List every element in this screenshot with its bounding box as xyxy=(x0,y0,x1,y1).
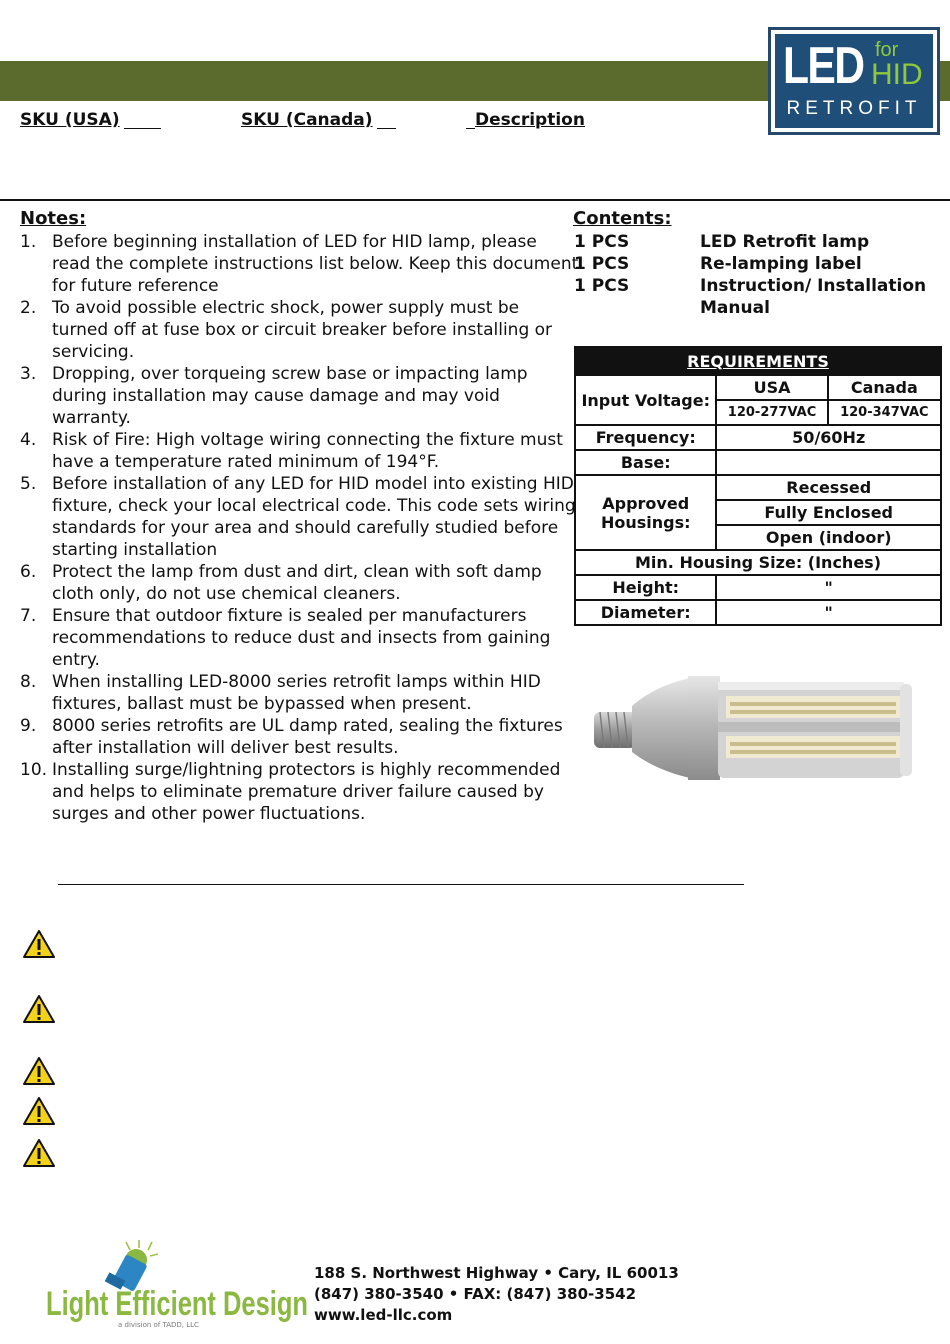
sku-canada-heading: SKU (Canada) xyxy=(241,110,373,130)
input-voltage-label: Input Voltage: xyxy=(575,375,716,425)
note-item xyxy=(20,561,580,605)
contents-row xyxy=(574,275,934,319)
note-item xyxy=(20,297,580,363)
note-number: 8. xyxy=(20,672,37,692)
sku-canada-underline xyxy=(377,128,396,129)
led-corn-lamp-image xyxy=(580,660,930,790)
note-item xyxy=(20,759,580,825)
contents-qty: 1 PCS xyxy=(574,254,630,274)
note-text: Before installation of any LED for HID model into existing HID fixture, check your local electrical code. This code sets wiring standards for your area and should carefully studied before starting installation xyxy=(52,474,576,560)
housing-option: Open (indoor) xyxy=(716,525,941,550)
contents-list xyxy=(574,231,934,319)
sku-usa-heading: SKU (USA) xyxy=(20,110,120,130)
note-text: To avoid possible electric shock, power supply must be turned off at fuse box or circuit breaker before installing or servicing. xyxy=(52,298,553,362)
approved-housings-label: Approved Housings: xyxy=(575,475,716,550)
note-item xyxy=(20,231,580,297)
warning-triangle-icon xyxy=(23,1096,55,1126)
contents-item: LED Retrofit lamp xyxy=(700,232,870,252)
notes-list xyxy=(20,231,580,825)
contents-title: Contents: xyxy=(573,208,672,229)
height-value: " xyxy=(716,575,941,600)
note-text: When installing LED-8000 series retrofit lamps within HID fixtures, ballast must be bypassed when present. xyxy=(52,672,541,714)
logo-retrofit-text: RETROFIT xyxy=(786,98,922,119)
footer-website[interactable]: www.led-llc.com xyxy=(314,1306,453,1324)
note-item xyxy=(20,671,580,715)
housing-option: Fully Enclosed xyxy=(716,500,941,525)
note-number: 3. xyxy=(20,364,37,384)
contents-qty: 1 PCS xyxy=(574,232,630,252)
contents-item: Re-lamping label xyxy=(700,254,862,274)
note-text: Protect the lamp from dust and dirt, clean with soft damp cloth only, do not use chemical cleaners. xyxy=(52,562,542,604)
note-item xyxy=(20,363,580,429)
company-tagline: a division of TADD, LLC xyxy=(118,1321,199,1329)
base-label: Base: xyxy=(575,450,716,475)
contents-row xyxy=(574,231,934,253)
housing-option: Recessed xyxy=(716,475,941,500)
height-label: Height: xyxy=(575,575,716,600)
logo-led-text: LED xyxy=(783,37,864,95)
section-divider xyxy=(0,199,950,201)
logo-hid-text: HID xyxy=(871,58,923,91)
light-efficient-design-logo xyxy=(44,1236,314,1331)
note-text: Before beginning installation of LED for HID lamp, please read the complete instructions list below. Keep this document for future reference xyxy=(52,232,579,296)
note-number: 6. xyxy=(20,562,37,582)
note-number: 10. xyxy=(20,760,48,780)
frequency-value: 50/60Hz xyxy=(716,425,941,450)
warning-triangle-icon xyxy=(23,929,55,959)
description-heading: Description xyxy=(475,110,585,130)
note-item xyxy=(20,429,580,473)
note-text: Risk of Fire: High voltage wiring connecting the fixture must have a temperature rated minimum of 194°F. xyxy=(52,430,563,472)
diameter-value: " xyxy=(716,600,941,625)
contents-row xyxy=(574,253,934,275)
note-number: 9. xyxy=(20,716,37,736)
warning-triangle-icon xyxy=(23,1138,55,1168)
min-housing-size-label: Min. Housing Size: (Inches) xyxy=(575,550,941,575)
contents-qty: 1 PCS xyxy=(574,276,630,296)
contents-item: Instruction/ Installation Manual xyxy=(700,276,927,318)
note-text: Ensure that outdoor fixture is sealed per manufacturers recommendations to reduce dust and insects from gaining entry. xyxy=(52,606,551,670)
note-number: 1. xyxy=(20,232,37,252)
note-text: 8000 series retrofits are UL damp rated, sealing the fixtures after installation will deliver best results. xyxy=(52,716,563,758)
diameter-label: Diameter: xyxy=(575,600,716,625)
warning-triangle-icon xyxy=(23,1056,55,1086)
canada-column-label: Canada xyxy=(828,375,941,400)
canada-voltage-value: 120-347VAC xyxy=(828,400,941,425)
note-item xyxy=(20,715,580,759)
warning-triangle-icon xyxy=(23,994,55,1024)
notes-title: Notes: xyxy=(20,208,87,229)
signature-line xyxy=(58,884,744,885)
frequency-label: Frequency: xyxy=(575,425,716,450)
note-item xyxy=(20,473,580,561)
logo-for-text: for xyxy=(875,39,899,61)
sku-usa-underline xyxy=(124,128,161,129)
note-text: Installing surge/lightning protectors is highly recommended and helps to eliminate premature driver failure caused by surges and other power fluctuations. xyxy=(52,760,561,824)
note-number: 5. xyxy=(20,474,37,494)
note-number: 7. xyxy=(20,606,37,626)
requirements-title: REQUIREMENTS xyxy=(575,347,941,375)
company-name: Light Efficient Design xyxy=(46,1285,308,1323)
usa-column-label: USA xyxy=(716,375,827,400)
note-number: 4. xyxy=(20,430,37,450)
note-item xyxy=(20,605,580,671)
footer-phone: (847) 380-3540 • FAX: (847) 380-3542 xyxy=(314,1285,637,1303)
footer-address: 188 S. Northwest Highway • Cary, IL 60013 xyxy=(314,1264,679,1282)
description-underline-lead xyxy=(466,128,475,129)
note-number: 2. xyxy=(20,298,37,318)
requirements-table xyxy=(574,346,942,626)
usa-voltage-value: 120-277VAC xyxy=(716,400,827,425)
note-text: Dropping, over torqueing screw base or impacting lamp during installation may cause damage and may void warranty. xyxy=(52,364,528,428)
base-value xyxy=(716,450,941,475)
led-for-hid-logo xyxy=(768,27,940,135)
